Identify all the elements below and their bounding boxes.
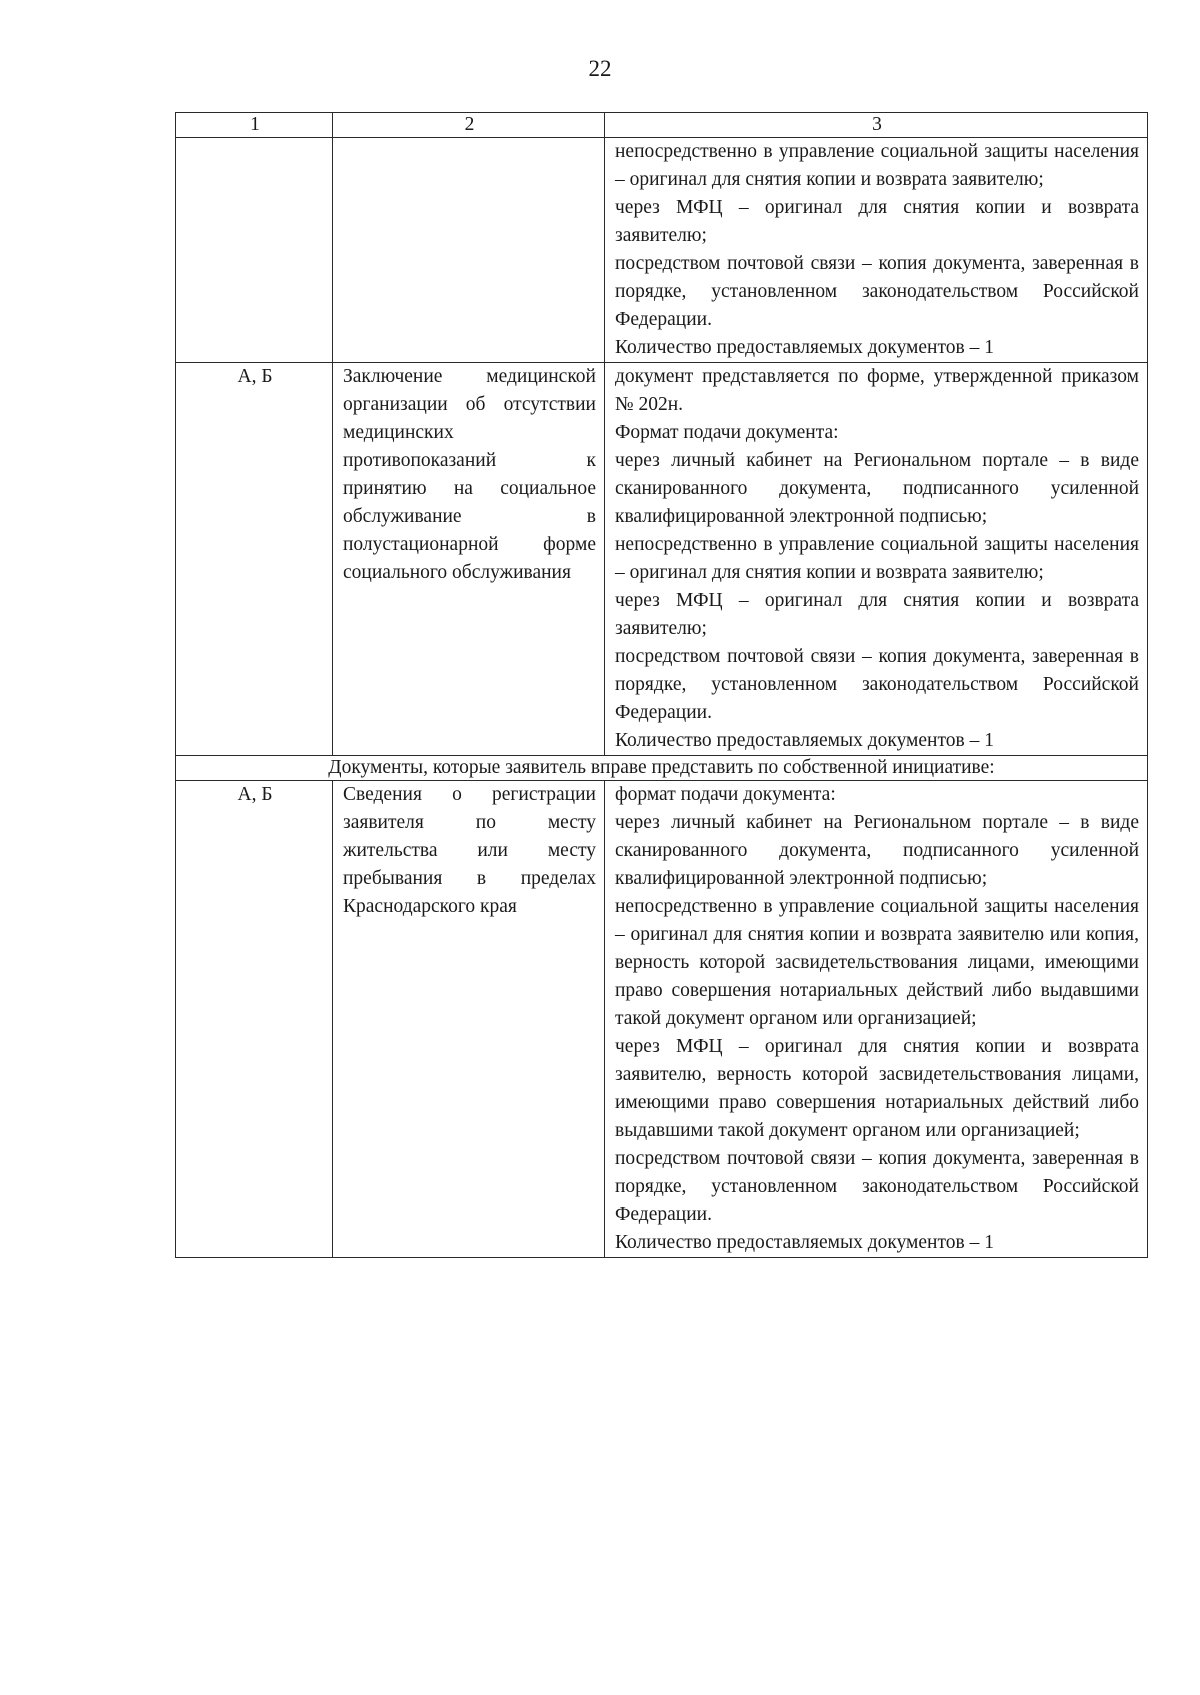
- submission-paragraph: посредством почтовой связи – копия документа, заверенная в порядке, установленном законодательством Российской Федерации.: [615, 1148, 1139, 1225]
- submission-paragraph: Формат подачи документа:: [615, 422, 839, 443]
- submission-paragraph: посредством почтовой связи – копия документа, заверенная в порядке, установленном законодательством Российской Федерации.: [615, 253, 1139, 330]
- document-count: Количество предоставляемых документов – 1: [615, 730, 994, 751]
- document-count: Количество предоставляемых документов – 1: [615, 1232, 994, 1253]
- table-row: [176, 781, 1148, 1258]
- documents-table: [175, 112, 1148, 1258]
- submission-paragraph: непосредственно в управление социальной защиты населения – оригинал для снятия копии и возврата заявителю;: [615, 534, 1139, 583]
- submission-paragraph: через личный кабинет на Региональном портале – в виде сканированного документа, подписанного усиленной квалифицированной электронной подписью;: [615, 812, 1139, 889]
- applicant-category-cell: А, Б: [176, 781, 333, 1258]
- submission-paragraph: документ представляется по форме, утвержденной приказом № 202н.: [615, 366, 1139, 415]
- submission-format-cell: [605, 781, 1148, 1258]
- column-header-2: 2: [333, 113, 605, 138]
- submission-paragraph: через личный кабинет на Региональном портале – в виде сканированного документа, подписанного усиленной квалифицированной электронной подписью;: [615, 450, 1139, 527]
- submission-paragraph: непосредственно в управление социальной защиты населения – оригинал для снятия копии и возврата заявителю;: [615, 141, 1139, 190]
- table-row: [176, 138, 1148, 363]
- column-header-3: 3: [605, 113, 1148, 138]
- document-count: Количество предоставляемых документов – 1: [615, 337, 994, 358]
- submission-paragraph: через МФЦ – оригинал для снятия копии и возврата заявителю;: [615, 590, 1139, 639]
- section-heading: Документы, которые заявитель вправе представить по собственной инициативе:: [176, 756, 1148, 781]
- page-number: 22: [588, 56, 612, 81]
- applicant-category-cell: [176, 138, 333, 363]
- section-heading-row: [176, 756, 1148, 781]
- submission-paragraph: формат подачи документа:: [615, 784, 836, 805]
- submission-paragraph: непосредственно в управление социальной защиты населения – оригинал для снятия копии и возврата заявителю или копия, верность которой засвидетельствования лицами, имеющими право совершения нотариальных действий либо выдавшими такой документ органом или организацией;: [615, 896, 1139, 1029]
- column-header-1: 1: [176, 113, 333, 138]
- document-name-cell: Заключение медицинской организации об отсутствии медицинских противопоказаний к принятию на социальное обслуживание в полустационарной форме социального обслуживания: [333, 363, 605, 756]
- submission-format-cell: [605, 363, 1148, 756]
- submission-paragraph: посредством почтовой связи – копия документа, заверенная в порядке, установленном законодательством Российской Федерации.: [615, 646, 1139, 723]
- table-row: [176, 363, 1148, 756]
- submission-paragraph: через МФЦ – оригинал для снятия копии и возврата заявителю, верность которой засвидетельствования лицами, имеющими право совершения нотариальных действий либо выдавшими такой документ органом или организацией;: [615, 1036, 1139, 1141]
- table-header-row: [176, 113, 1148, 138]
- submission-format-cell: [605, 138, 1148, 363]
- document-name-cell: Сведения о регистрации заявителя по месту жительства или месту пребывания в пределах Краснодарского края: [333, 781, 605, 1258]
- applicant-category-cell: А, Б: [176, 363, 333, 756]
- document-name-cell: [333, 138, 605, 363]
- submission-paragraph: через МФЦ – оригинал для снятия копии и возврата заявителю;: [615, 197, 1139, 246]
